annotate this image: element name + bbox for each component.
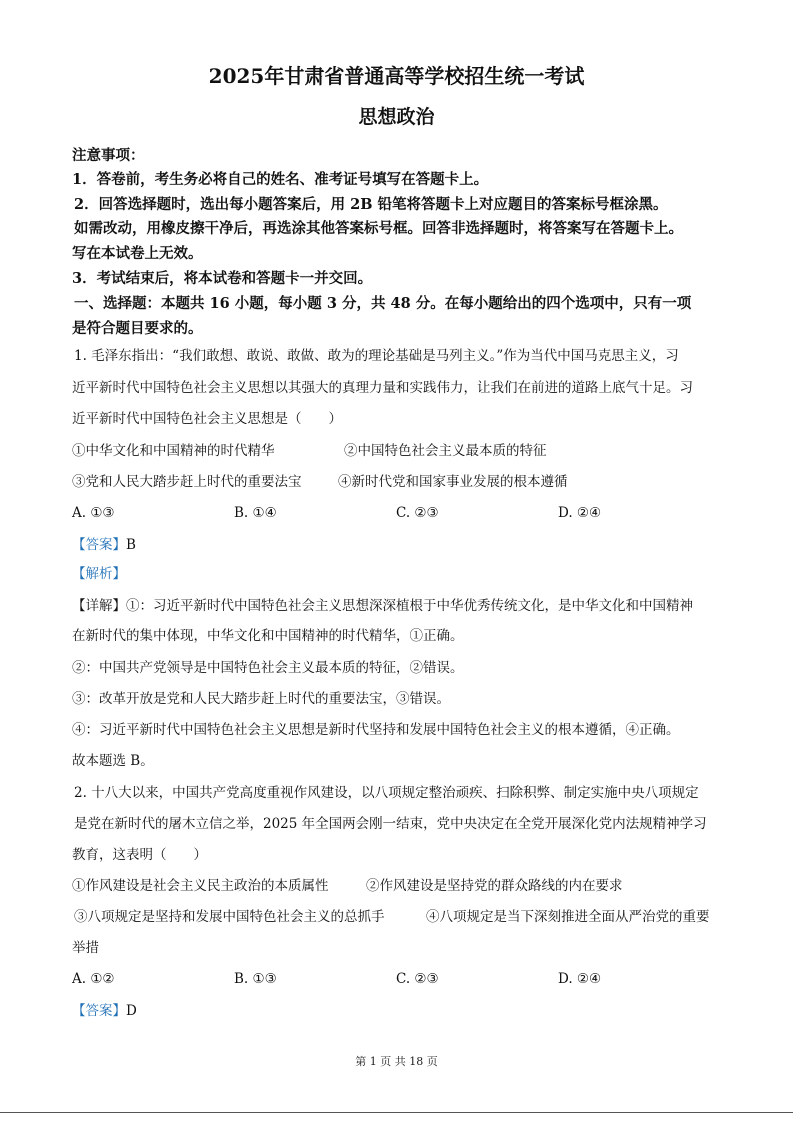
q1-statement-2: ②中国特色社会主义最本质的特征 bbox=[344, 443, 547, 459]
bottom-divider bbox=[0, 1112, 793, 1113]
answer-tag: 【答案】 bbox=[72, 1003, 126, 1019]
notes-line-2-cont: 如需改动，用橡皮擦干净后，再选涂其他答案标号框。回答非选择题时，将答案写在答题卡上。 bbox=[74, 220, 683, 237]
analysis-tag: 【解析】 bbox=[72, 566, 126, 582]
q1-detail-line-2: 在新时代的集中体现，中华文化和中国精神的时代精华，①正确。 bbox=[72, 628, 464, 644]
q1-stem-line-3: 近平新时代中国特色社会主义思想是（ ） bbox=[72, 411, 342, 427]
q2-option-d: D. ②④ bbox=[558, 971, 602, 987]
q1-option-d: D. ②④ bbox=[558, 505, 602, 521]
q1-statement-3: ③党和人民大踏步赶上时代的重要法宝 bbox=[72, 474, 302, 490]
q2-stem-line-2: 是党在新时代的屠木立信之举，2025 年全国两会刚一结束，党中央决定在全党开展深化党内法规精神学习 bbox=[74, 816, 707, 832]
q1-statement-1: ①中华文化和中国精神的时代精华 bbox=[72, 443, 275, 459]
q2-stem-line-3: 教育，这表明（ ） bbox=[72, 847, 207, 863]
q2-statement-4: ④八项规定是当下深刻推进全面从严治党的重要 bbox=[426, 909, 710, 925]
q1-stem-line-1: 1. 毛泽东指出：“我们敢想、敢说、敢做、敢为的理论基础是马列主义。”作为当代中国马克思主义，习 bbox=[74, 348, 679, 364]
q1-detail-line-4: ③：改革开放是党和人民大踏步赶上时代的重要法宝，③错误。 bbox=[72, 691, 450, 707]
q2-option-c: C. ②③ bbox=[396, 971, 439, 987]
answer-value: B bbox=[126, 537, 136, 553]
q1-option-b: B. ①④ bbox=[234, 505, 277, 521]
detail-tag: 【详解】 bbox=[72, 598, 126, 614]
section-heading: 一、选择题：本题共 16 小题，每小题 3 分，共 48 分。在每小题给出的四个选项中，只有一项 bbox=[74, 295, 692, 312]
q2-option-a: A. ①② bbox=[72, 971, 115, 987]
q2-answer bbox=[72, 1001, 137, 1021]
page-number: 第 1 页 共 18 页 bbox=[355, 1055, 438, 1068]
q1-option-c: C. ②③ bbox=[396, 505, 439, 521]
subject-title: 思想政治 bbox=[358, 106, 435, 128]
q1-answer bbox=[72, 535, 136, 555]
notes-line-3: 3．考试结束后，将本试卷和答题卡一并交回。 bbox=[72, 270, 373, 287]
answer-tag: 【答案】 bbox=[72, 537, 126, 553]
q1-statement-4: ④新时代党和国家事业发展的根本遵循 bbox=[338, 474, 568, 490]
q2-statement-2: ②作风建设是坚持党的群众路线的内在要求 bbox=[366, 878, 623, 894]
notes-heading: 注意事项： bbox=[72, 147, 145, 164]
exam-title: 2025年甘肃省普通高等学校招生统一考试 bbox=[208, 64, 585, 88]
notes-line-1: 1．答卷前，考生务必将自己的姓名、准考证号填写在答题卡上。 bbox=[72, 171, 489, 188]
notes-line-2-end: 写在本试卷上无效。 bbox=[72, 245, 203, 262]
detail-text: ①：习近平新时代中国特色社会主义思想深深植根于中华优秀传统文化，是中华文化和中国精神 bbox=[126, 598, 693, 614]
section-heading-cont: 是符合题目要求的。 bbox=[72, 320, 203, 337]
q1-conclusion: 故本题选 B。 bbox=[72, 753, 154, 769]
answer-value: D bbox=[126, 1003, 137, 1019]
q1-stem-line-2: 近平新时代中国特色社会主义思想以其强大的真理力量和实践伟力，让我们在前进的道路上底气十足。习 bbox=[72, 380, 693, 396]
q1-analysis bbox=[72, 564, 126, 584]
q2-statement-3: ③八项规定是坚持和发展中国特色社会主义的总抓手 bbox=[74, 909, 385, 925]
q1-detail-line-3: ②：中国共产党领导是中国特色社会主义最本质的特征，②错误。 bbox=[72, 660, 464, 676]
q1-detail-line-1 bbox=[72, 596, 693, 616]
q2-stem-line-1: 2. 十八大以来，中国共产党高度重视作风建设，以八项规定整治顽疾、扫除积弊、制定实施中央八项规定 bbox=[74, 785, 699, 801]
q2-statement-1: ①作风建设是社会主义民主政治的本质属性 bbox=[72, 878, 329, 894]
q1-detail-line-5: ④：习近平新时代中国特色社会主义思想是新时代坚持和发展中国特色社会主义的根本遵循，④正确。 bbox=[72, 722, 680, 738]
q1-option-a: A. ①③ bbox=[72, 505, 115, 521]
q2-option-b: B. ①③ bbox=[234, 971, 277, 987]
notes-line-2: 2．回答选择题时，选出每小题答案后，用 2B 铅笔将答题卡上对应题目的答案标号框涂黑。 bbox=[74, 196, 668, 213]
q2-statement-4-cont: 举措 bbox=[72, 940, 99, 956]
